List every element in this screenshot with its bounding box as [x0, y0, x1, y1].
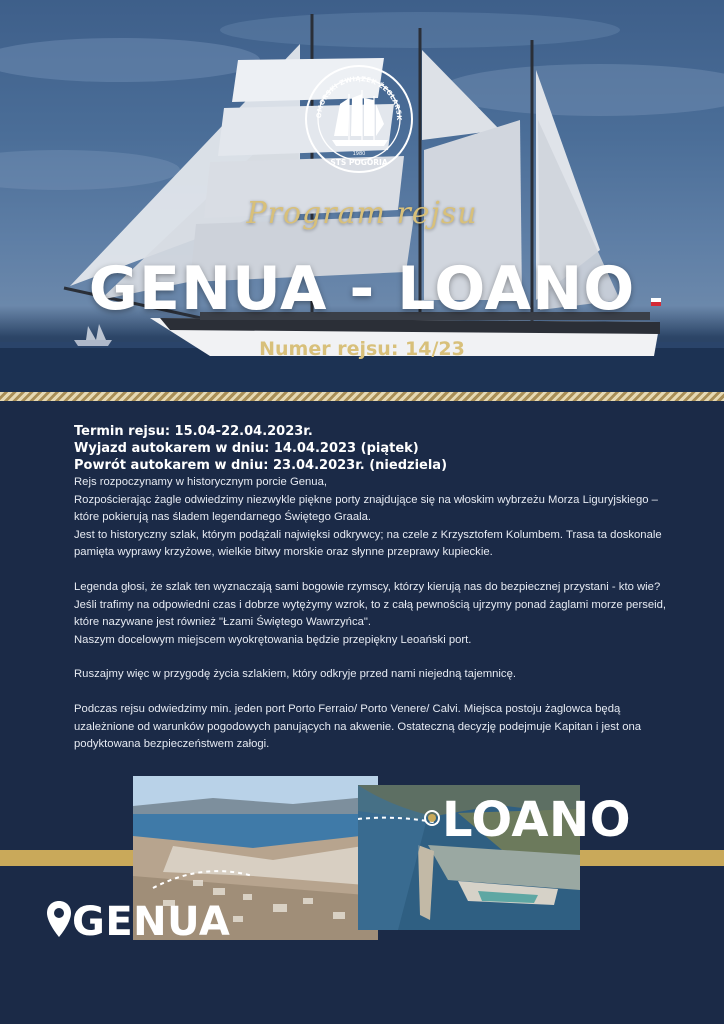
bus-departure: Wyjazd autokarem w dniu: 14.04.2023 (piątek) [74, 441, 419, 456]
bus-return: Powrót autokarem w dniu: 23.04.2023r. (niedziela) [74, 458, 448, 473]
loano-label: LOANO [442, 792, 632, 848]
cruise-term: Termin rejsu: 15.04-22.04.2023r. [74, 424, 313, 439]
location-pin-icon [46, 900, 72, 938]
logo-arc-text: OMORSKI ZWIĄZEK ŻEGLARSK [314, 74, 404, 121]
paragraph: Ruszajmy więc w przygodę życia szlakiem, który odkryje przed nami niejedną tajemnicę. [74, 668, 517, 681]
pogoria-logo [304, 64, 414, 174]
paragraph: Jeśli trafimy na odpowiedni czas i dobrze wytężymy wzrok, to z całą pewnością ujrzymy ponad żaglami morze perseid, które nazywane jest również "Łzami Świętego Wawrzyńca". [74, 598, 667, 629]
paragraph: Rejs rozpoczynamy w historycznym porcie Genua, [74, 476, 328, 488]
paragraph: Podczas rejsu odwiedzimy min. jeden port Porto Ferraio/ Porto Venere/ Calvi. Miejsca postoju żaglowca będą uzależnione od warunków pogodowych panujących na akwenie. Ostateczną decyzję podejmuje Kapitan i jest ona podyktowana bezpieczeństwem załogi. [74, 702, 642, 751]
loano-marker-icon [420, 806, 444, 830]
rope-divider [0, 392, 724, 401]
genua-label: GENUA [72, 899, 231, 945]
logo-year: 1980 [352, 151, 366, 157]
cruise-number: Numer rejsu: 14/23 [259, 338, 465, 360]
paragraph: Jest to historyczny szlak, którym podążali najwięksi odkrywcy; na czele z Krzysztofem Kolumbem. Trasa ta doskonale pamięta wyprawy krzyżowe, wielkie bitwy morskie oraz słynne przeprawy kupieckie. [74, 528, 662, 559]
paragraph: Legenda głosi, że szlak ten wyznaczają sami bogowie rzymscy, którzy kierują nas do bezpiecznej przystani - kto wie? [74, 580, 661, 593]
paragraph: Naszym docelowym miejscem wyokrętowania będzie przepiękny Leoański port. [74, 633, 472, 646]
hero-section [0, 0, 724, 392]
cruise-description [74, 423, 674, 754]
program-subtitle: Program rejsu [246, 196, 478, 231]
route-title: GENUA - LOANO [88, 254, 636, 324]
logo-ship-name: STS POGORIA [330, 158, 388, 167]
paragraph: Rozpościerając żagle odwiedzimy niezwykle piękne porty znajdujące się na włoskim wybrzeżu Morza Liguryjskiego – które pokierują nas śladem legendarnego Świętego Graala. [74, 493, 658, 524]
